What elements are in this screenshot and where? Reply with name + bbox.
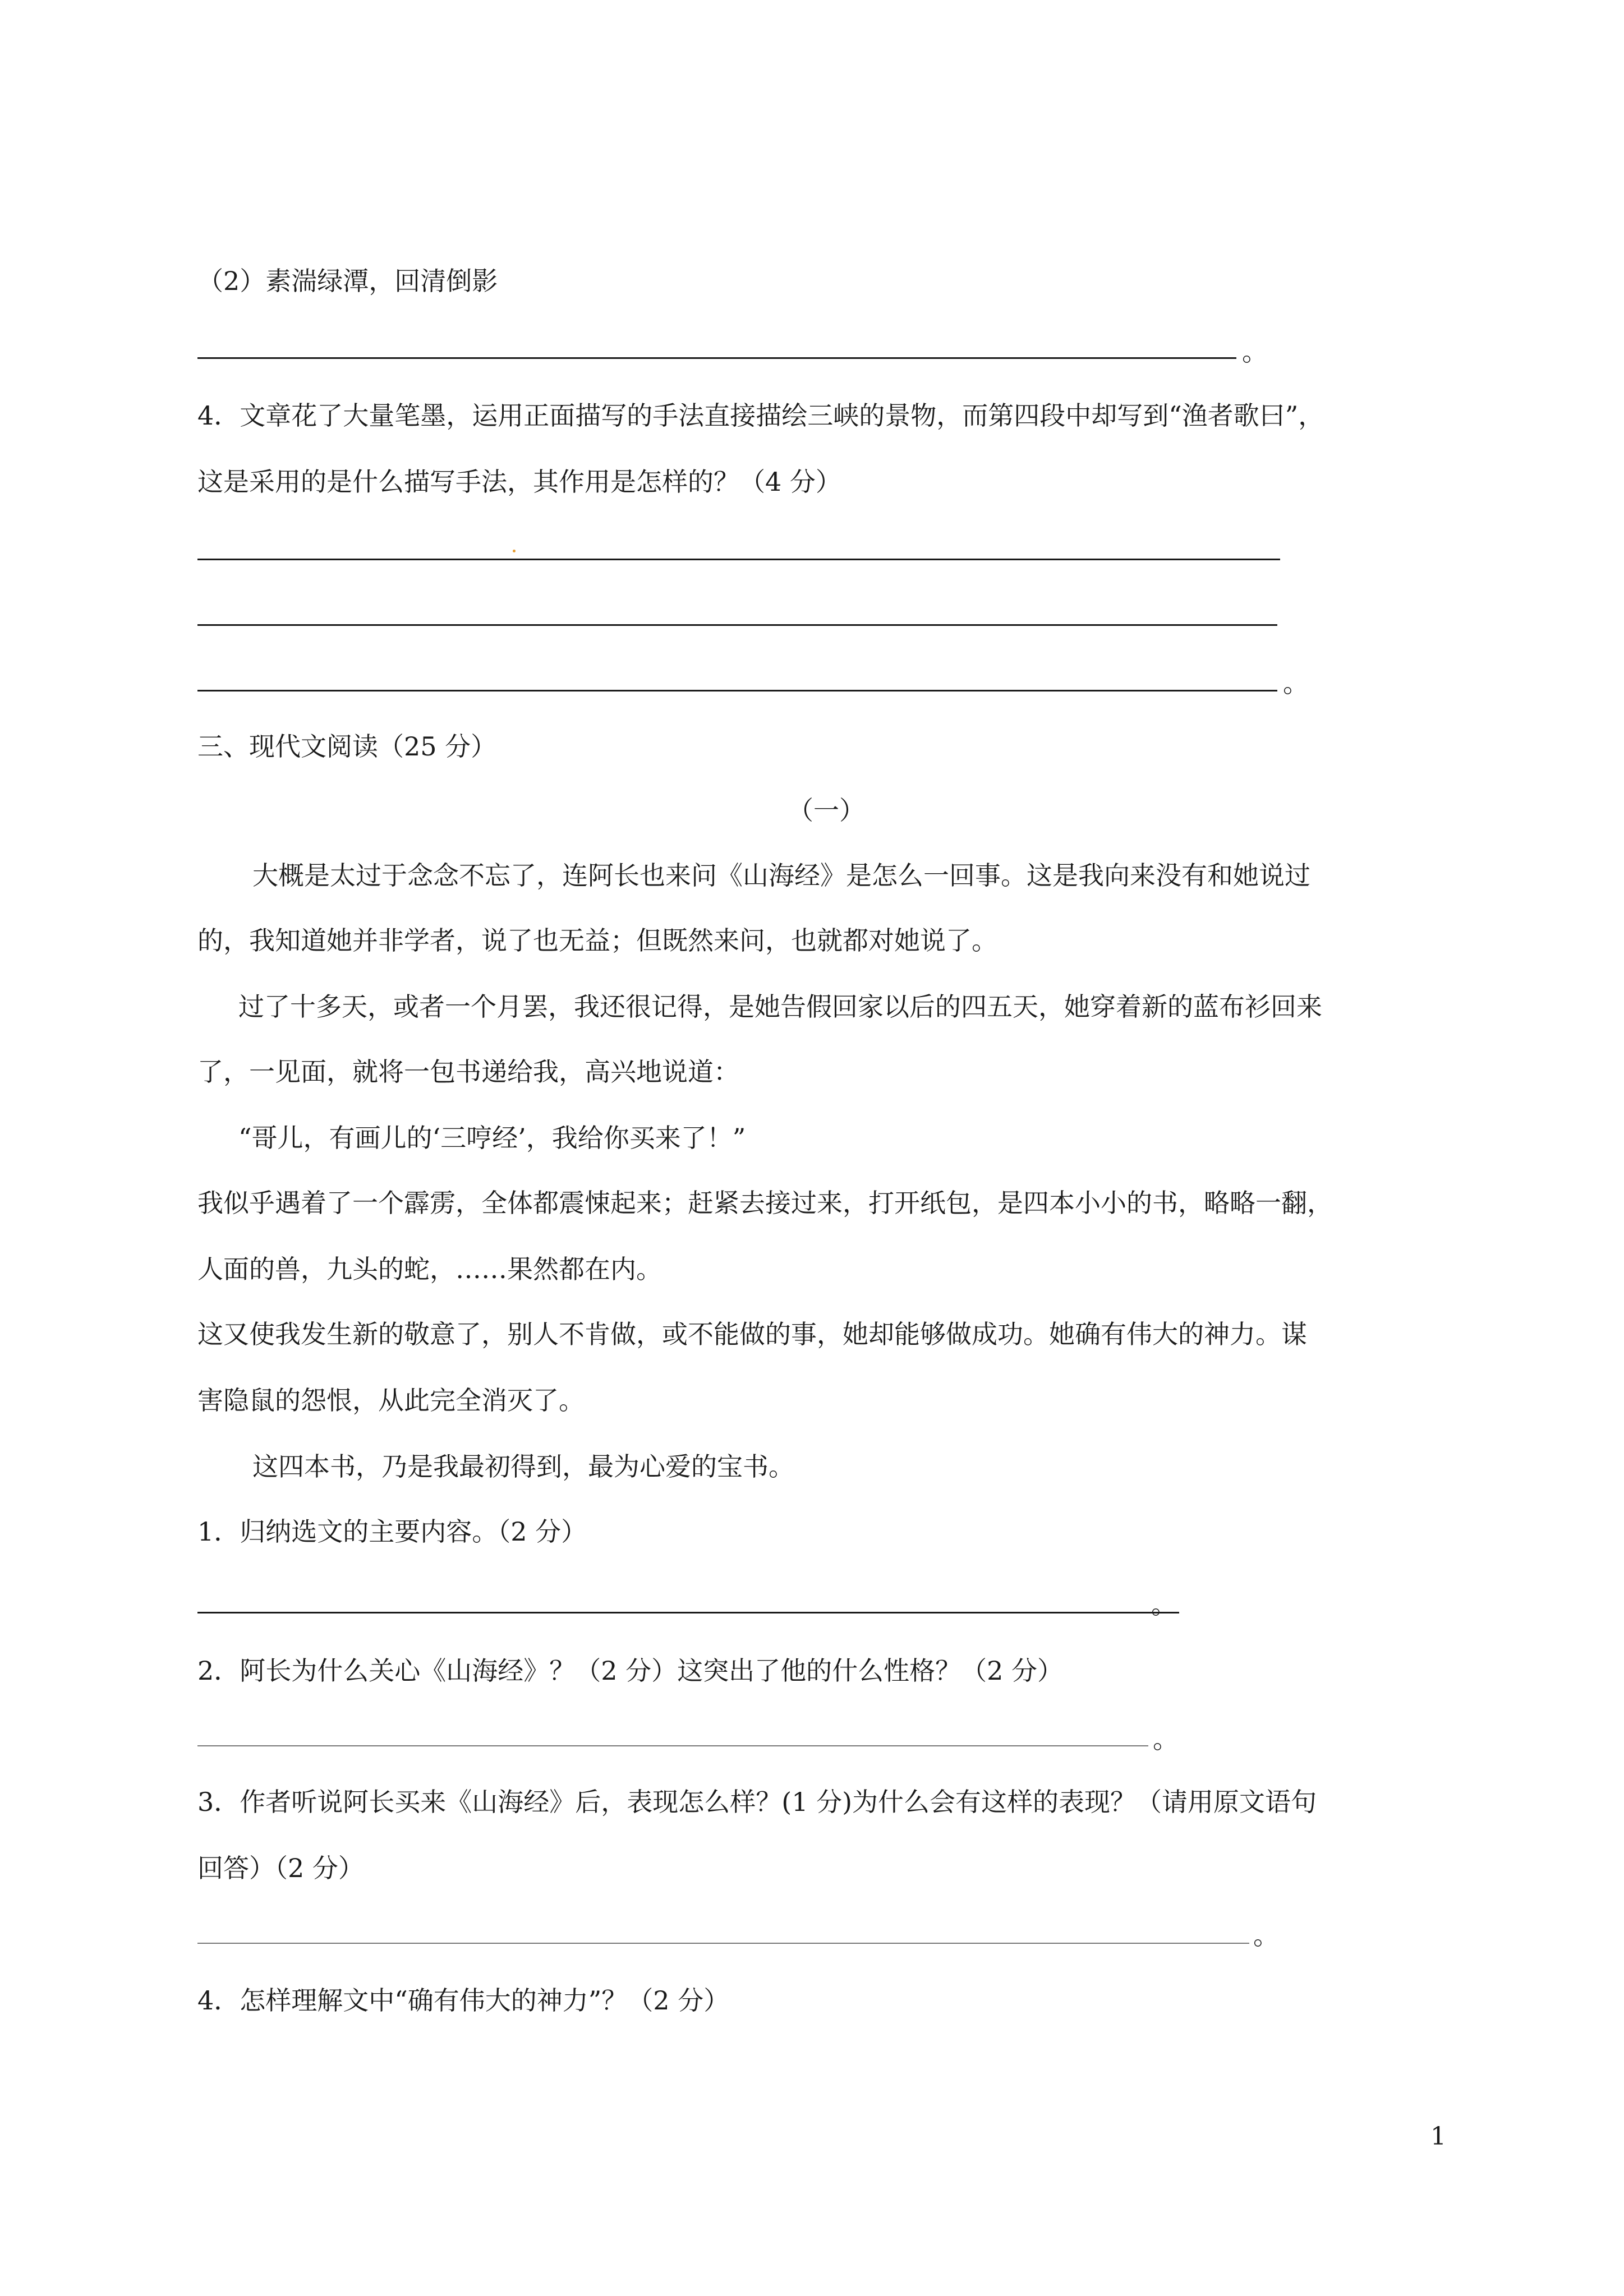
item-2-text: （2）素湍绿潭，回清倒影 [197,266,498,296]
answer-line[interactable] [197,1943,1249,1944]
question-4: 4．怎样理解文中“确有伟大的神力”？（2 分） [197,1985,730,2016]
passage-line: 我似乎遇着了一个霹雳，全体都震悚起来；赶紧去接过来，打开纸包，是四本小小的书，略略一翻， [197,1188,1333,1218]
section-heading: 三、现代文阅读（25 分） [197,731,497,762]
passage-line: 这又使我发生新的敬意了，别人不肯做，或不能做的事，她却能够做成功。她确有伟大的神力。谋 [197,1319,1307,1349]
answer-end-mark: 。 [1151,1589,1177,1620]
passage-line: 了，一见面，就将一包书递给我，高兴地说道： [197,1057,739,1087]
question-3-line-2: 回答）（2 分） [197,1853,364,1883]
answer-end-mark: 。 [1242,336,1268,367]
answer-line[interactable] [197,357,1236,359]
question-3-line-1: 3．作者听说阿长买来《山海经》后，表现怎么样？(1 分)为什么会有这样的表现？（请用原文语句 [197,1787,1317,1817]
question-2: 2．阿长为什么关心《山海经》？（2 分）这突出了他的什么性格？（2 分） [197,1656,1064,1686]
passage-line: 人面的兽，九头的蛇，……果然都在内。 [197,1254,662,1284]
passage-line: “哥儿，有画儿的‘三哼经’，我给你买来了！” [238,1123,746,1153]
passage-line: 过了十多天，或者一个月罢，我还很记得，是她告假回家以后的四五天，她穿着新的蓝布衫回来 [238,992,1322,1022]
question-1: 1．归纳选文的主要内容。（2 分） [197,1516,587,1547]
answer-end-mark: 。 [1253,1920,1279,1951]
answer-end-mark: 。 [1153,1724,1179,1754]
question-4-line-1: 4．文章花了大量笔墨，运用正面描写的手法直接描绘三峡的景物，而第四段中却写到“渔者歌曰”， [197,400,1324,431]
page-number: 1 [1430,2122,1446,2151]
passage-line: 大概是太过于念念不忘了，连阿长也来问《山海经》是怎么一回事。这是我向来没有和她说过 [252,860,1310,891]
answer-line[interactable] [197,1745,1148,1746]
passage-subheading: （一） [788,795,865,826]
answer-line[interactable] [197,1612,1179,1613]
passage-line: 的，我知道她并非学者，说了也无益；但既然来问，也就都对她说了。 [197,925,997,956]
passage-line: 这四本书，乃是我最初得到，最为心爱的宝书。 [252,1451,794,1482]
stray-dot [513,550,516,552]
passage-line: 害隐鼠的怨恨，从此完全消灭了。 [197,1385,585,1416]
answer-end-mark: 。 [1283,668,1309,698]
question-4-line-2: 这是采用的是什么描写手法，其作用是怎样的？（4 分） [197,467,841,497]
answer-line[interactable] [197,624,1277,626]
answer-line[interactable] [197,690,1277,691]
answer-line[interactable] [197,559,1280,560]
